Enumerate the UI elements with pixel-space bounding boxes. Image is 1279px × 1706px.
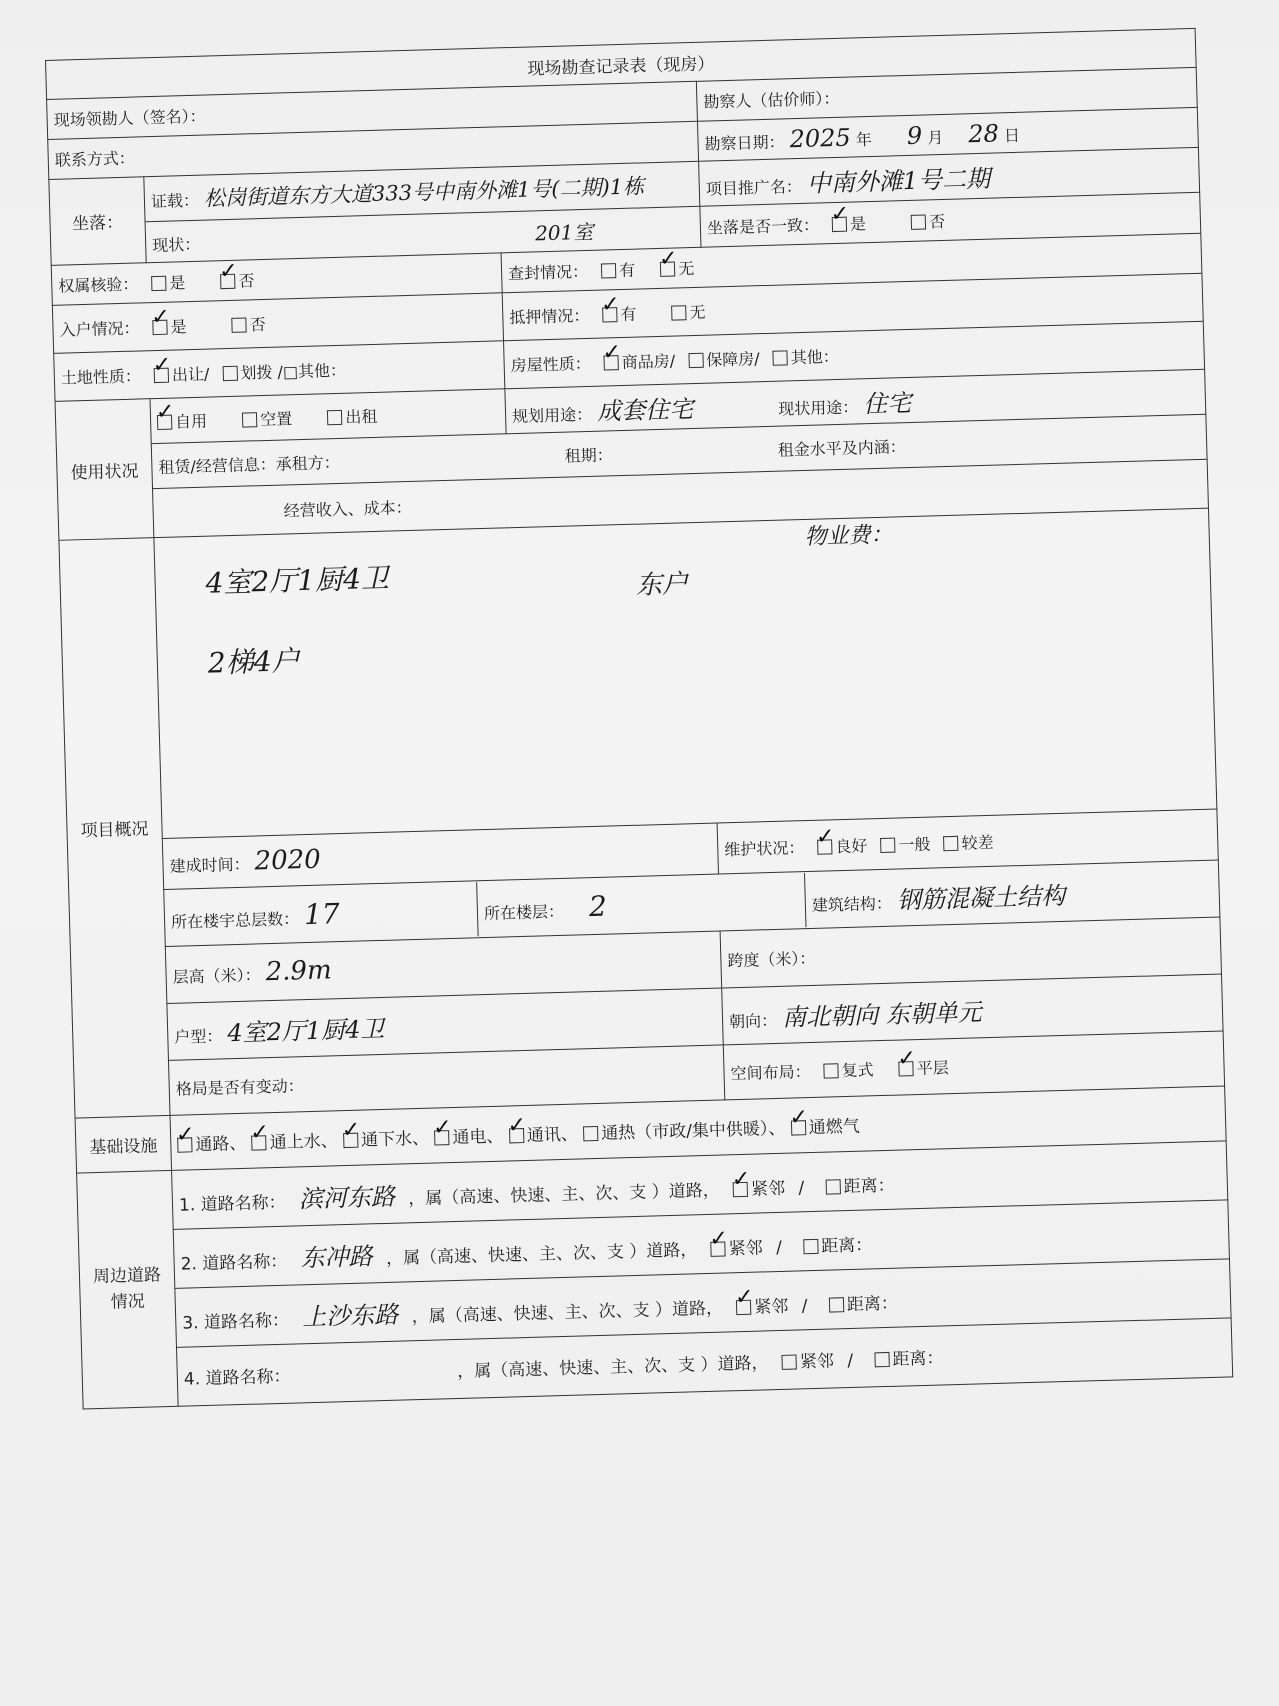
road-2-name-value: 东冲路 [300, 1241, 373, 1272]
mortgage-has-checkbox[interactable] [602, 307, 617, 322]
seal-has-label: 有 [618, 260, 636, 281]
height-label: 层高（米）： [172, 965, 261, 987]
floor-height-value: 2.9m [265, 955, 333, 988]
space-duplex-label: 复式 [841, 1059, 874, 1080]
ownership-no-checkbox[interactable] [220, 274, 235, 289]
usage-section: 使用状况 [55, 399, 154, 541]
house-other-checkbox[interactable] [773, 350, 788, 365]
seal-none-label: 无 [678, 258, 695, 279]
date-label: 勘察日期： [704, 131, 785, 154]
ownership-yes-checkbox[interactable] [151, 276, 166, 291]
facility-heat-label: 通热（市政/集中供暖）、 [600, 1118, 786, 1144]
road-1-adjacent-label: 紧邻 [750, 1178, 786, 1200]
facility-gas-checkbox[interactable] [791, 1120, 806, 1135]
road-3-adjacent-checkbox[interactable] [736, 1299, 751, 1314]
maint-good-checkbox[interactable] [817, 839, 832, 854]
maint-normal-checkbox[interactable] [880, 837, 895, 852]
orientation-value: 南北朝向 东朝单元 [781, 997, 983, 1032]
structure-value: 钢筋混凝土结构 [896, 881, 1066, 915]
occupancy-no-checkbox[interactable] [231, 317, 246, 332]
built-label: 建成时间： [169, 854, 250, 876]
built-year-value: 2020 [254, 844, 322, 877]
usage-vacant-checkbox[interactable] [242, 412, 257, 427]
seal-none-checkbox[interactable] [660, 261, 675, 276]
road-4-adjacent-label: 紧邻 [799, 1350, 835, 1372]
facility-water-out-checkbox[interactable] [343, 1132, 358, 1147]
land-transfer-checkbox[interactable] [154, 368, 169, 383]
road-4-distance-label: 距离： [892, 1347, 944, 1370]
road-3-name-value: 上沙东路 [301, 1300, 399, 1331]
facility-water-in-label: 通上水、 [269, 1130, 338, 1153]
current-use-label: 现状用途： [777, 396, 859, 419]
space-duplex-checkbox[interactable] [823, 1063, 838, 1078]
surveyor-label: 勘察人（估价师）： [703, 88, 840, 112]
cert-address-value: 松岗街道东方大道333号中南外滩1号(二期)1栋 [203, 174, 645, 211]
house-commercial-checkbox[interactable] [604, 355, 619, 370]
note-east-unit: 东户 [635, 569, 689, 601]
month-unit: 月 [927, 127, 944, 147]
room-number-value: 201室 [534, 219, 594, 245]
house-other-label: 其他： [790, 346, 839, 368]
road-2-name-label: 道路名称： [202, 1251, 288, 1274]
ownership-yes-label: 是 [169, 273, 186, 293]
road-4-distance-checkbox[interactable] [874, 1351, 889, 1366]
maint-poor-label: 较差 [961, 832, 994, 853]
lease-term-label: 租期： [564, 444, 614, 466]
house-label: 房屋性质： [510, 353, 591, 376]
facility-gas-label: 通燃气 [808, 1116, 861, 1138]
date-month: 9 [906, 121, 923, 150]
structure-label: 建筑结构： [811, 893, 893, 915]
land-allocate-checkbox[interactable] [222, 366, 237, 381]
facility-water-in-checkbox[interactable] [252, 1135, 267, 1150]
facilities-section: 基础设施 [75, 1115, 171, 1173]
road-1-name-label: 道路名称： [200, 1192, 286, 1215]
road-2-adjacent-checkbox[interactable] [711, 1241, 726, 1256]
layout-change-label: 格局是否有变动： [175, 1075, 305, 1099]
usage-self-checkbox[interactable] [157, 414, 172, 429]
consistent-yes-label: 是 [849, 213, 867, 234]
road-1-adjacent-checkbox[interactable] [733, 1181, 748, 1196]
space-flat-label: 平层 [916, 1057, 949, 1078]
lease-label: 租赁/经营信息：承租方： [158, 452, 341, 477]
house-affordable-label: 保障房/ [705, 349, 760, 370]
facility-road-checkbox[interactable] [177, 1137, 192, 1152]
rent-level-label: 租金水平及内涵： [777, 436, 907, 460]
date-day: 28 [967, 118, 1000, 148]
road-3-separator: / [801, 1295, 808, 1316]
house-commercial-label: 商品房/ [621, 351, 676, 373]
road-2-distance-label: 距离： [820, 1234, 873, 1257]
ownership-label: 权属核验： [58, 274, 139, 296]
promo-name-value: 中南外滩1号二期 [806, 164, 991, 198]
consistent-no-checkbox[interactable] [911, 214, 926, 229]
plan-use-value: 成套住宅 [596, 394, 694, 426]
road-2-adjacent-label: 紧邻 [728, 1237, 763, 1259]
date-year: 2025 [789, 123, 852, 153]
current-use-value: 住宅 [862, 388, 912, 418]
occupancy-label: 入户情况： [59, 318, 140, 340]
guide-label: 现场领勘人（签名）： [53, 106, 206, 130]
road-2-number: 2. [180, 1253, 198, 1275]
span-label: 跨度（米）： [727, 948, 816, 970]
road-1-separator: / [798, 1177, 805, 1198]
road-2-class: ，属（高速、快速、主、次、支 ）道路， [385, 1239, 698, 1269]
road-4-adjacent-checkbox[interactable] [782, 1354, 797, 1369]
occupancy-no-label: 否 [249, 314, 266, 335]
facility-heat-checkbox[interactable] [583, 1125, 598, 1140]
maint-good-label: 良好 [835, 835, 868, 856]
note-property-fee: 物业费： [804, 522, 893, 550]
seal-label: 查封情况： [507, 261, 589, 284]
total-floors-value: 17 [303, 896, 341, 931]
road-1-name-value: 滨河东路 [298, 1182, 396, 1213]
space-label: 空间布局： [730, 1061, 811, 1083]
road-1-distance-checkbox[interactable] [825, 1179, 840, 1194]
survey-form [45, 28, 1232, 1410]
usage-rent-label: 出租 [345, 406, 378, 427]
plan-use-label: 规划用途： [511, 404, 593, 426]
mortgage-none-checkbox[interactable] [671, 305, 686, 320]
note-elevators: 2梯4户 [207, 644, 300, 680]
road-4-number: 4. [183, 1368, 201, 1390]
mortgage-none-label: 无 [689, 302, 706, 323]
facility-telecom-label: 通讯、 [526, 1124, 579, 1146]
ownership-no-label: 否 [238, 271, 255, 291]
facility-water-out-label: 通下水、 [360, 1128, 430, 1151]
note-room-layout: 4室2厅1厨4卫 [205, 561, 390, 600]
unit-type-value: 4室2厅1厨4卫 [226, 1014, 385, 1047]
road-1-distance-label: 距离： [843, 1175, 895, 1197]
road-4-class: ，属（高速、快速、主、次、支 ）道路， [456, 1352, 769, 1382]
contact-label: 联系方式： [54, 148, 136, 170]
facility-road-label: 通路、 [195, 1133, 247, 1155]
structure-field[interactable] [804, 862, 1219, 928]
space-flat-checkbox[interactable] [899, 1061, 914, 1076]
road-1-class: ，属（高速、快速、主、次、支 ）道路， [408, 1180, 720, 1209]
form-title: 现场勘查记录表（现房） [46, 28, 1197, 99]
year-unit: 年 [855, 129, 873, 149]
road-3-number: 3. [182, 1312, 199, 1334]
occupancy-yes-checkbox[interactable] [152, 320, 167, 335]
road-4-name-label: 道路名称： [205, 1366, 291, 1389]
floor-field[interactable] [477, 873, 806, 936]
land-other-label: /□其他： [277, 360, 347, 382]
facility-power-label: 通电、 [452, 1126, 504, 1148]
road-3-distance-label: 距离： [846, 1293, 899, 1315]
road-3-name-label: 道路名称： [203, 1310, 290, 1333]
road-3-class: ，属（高速、快速、主、次、支 ）道路， [411, 1298, 724, 1327]
total-floors-field[interactable] [164, 882, 478, 945]
day-unit: 日 [1003, 125, 1021, 145]
road-1-number: 1. [178, 1194, 196, 1216]
promo-label: 项目推广名： [705, 176, 803, 199]
overview-notes-area[interactable] [154, 508, 1217, 838]
floor-value: 2 [588, 889, 608, 923]
consistent-no-label: 否 [928, 211, 946, 231]
land-label: 土地性质： [60, 366, 142, 388]
consistent-yes-checkbox[interactable] [832, 216, 847, 231]
road-3-distance-checkbox[interactable] [829, 1297, 844, 1312]
floors-label: 所在楼宇总层数： [170, 908, 300, 932]
type-label: 户型： [174, 1025, 223, 1047]
road-4-separator: / [847, 1350, 854, 1371]
maint-label: 维护状况： [724, 837, 805, 859]
occupancy-yes-label: 是 [170, 317, 187, 337]
cert-label: 证载： [150, 190, 200, 212]
maint-normal-label: 一般 [898, 834, 931, 854]
seal-has-checkbox[interactable] [601, 263, 616, 278]
overview-section: 项目概况 [59, 538, 170, 1118]
road-3-adjacent-label: 紧邻 [754, 1296, 789, 1318]
usage-vacant-label: 空置 [259, 408, 293, 429]
floor-label: 所在楼层： [483, 901, 565, 923]
current-label: 现状： [151, 234, 201, 255]
roads-section: 周边道路情况 [77, 1170, 179, 1409]
facility-power-checkbox[interactable] [434, 1130, 449, 1145]
road-2-separator: / [775, 1237, 783, 1258]
land-transfer-label: 出让/ [171, 364, 210, 385]
house-affordable-checkbox[interactable] [688, 353, 703, 368]
mortgage-label: 抵押情况： [509, 305, 590, 328]
mortgage-has-label: 有 [620, 304, 637, 325]
orient-label: 朝向： [728, 1010, 778, 1031]
form-table [45, 28, 1233, 1410]
location-section: 坐落： [49, 177, 146, 266]
income-label: 经营收入、成本： [283, 497, 412, 521]
consistent-label: 坐落是否一致： [706, 214, 820, 238]
usage-self-label: 自用 [174, 411, 208, 432]
road-2-distance-checkbox[interactable] [803, 1238, 818, 1253]
land-allocate-label: 划拨 [240, 362, 273, 383]
facility-telecom-checkbox[interactable] [509, 1128, 524, 1143]
usage-rent-checkbox[interactable] [327, 409, 342, 424]
maint-poor-checkbox[interactable] [943, 835, 958, 850]
road-4-name-value [304, 1377, 444, 1381]
